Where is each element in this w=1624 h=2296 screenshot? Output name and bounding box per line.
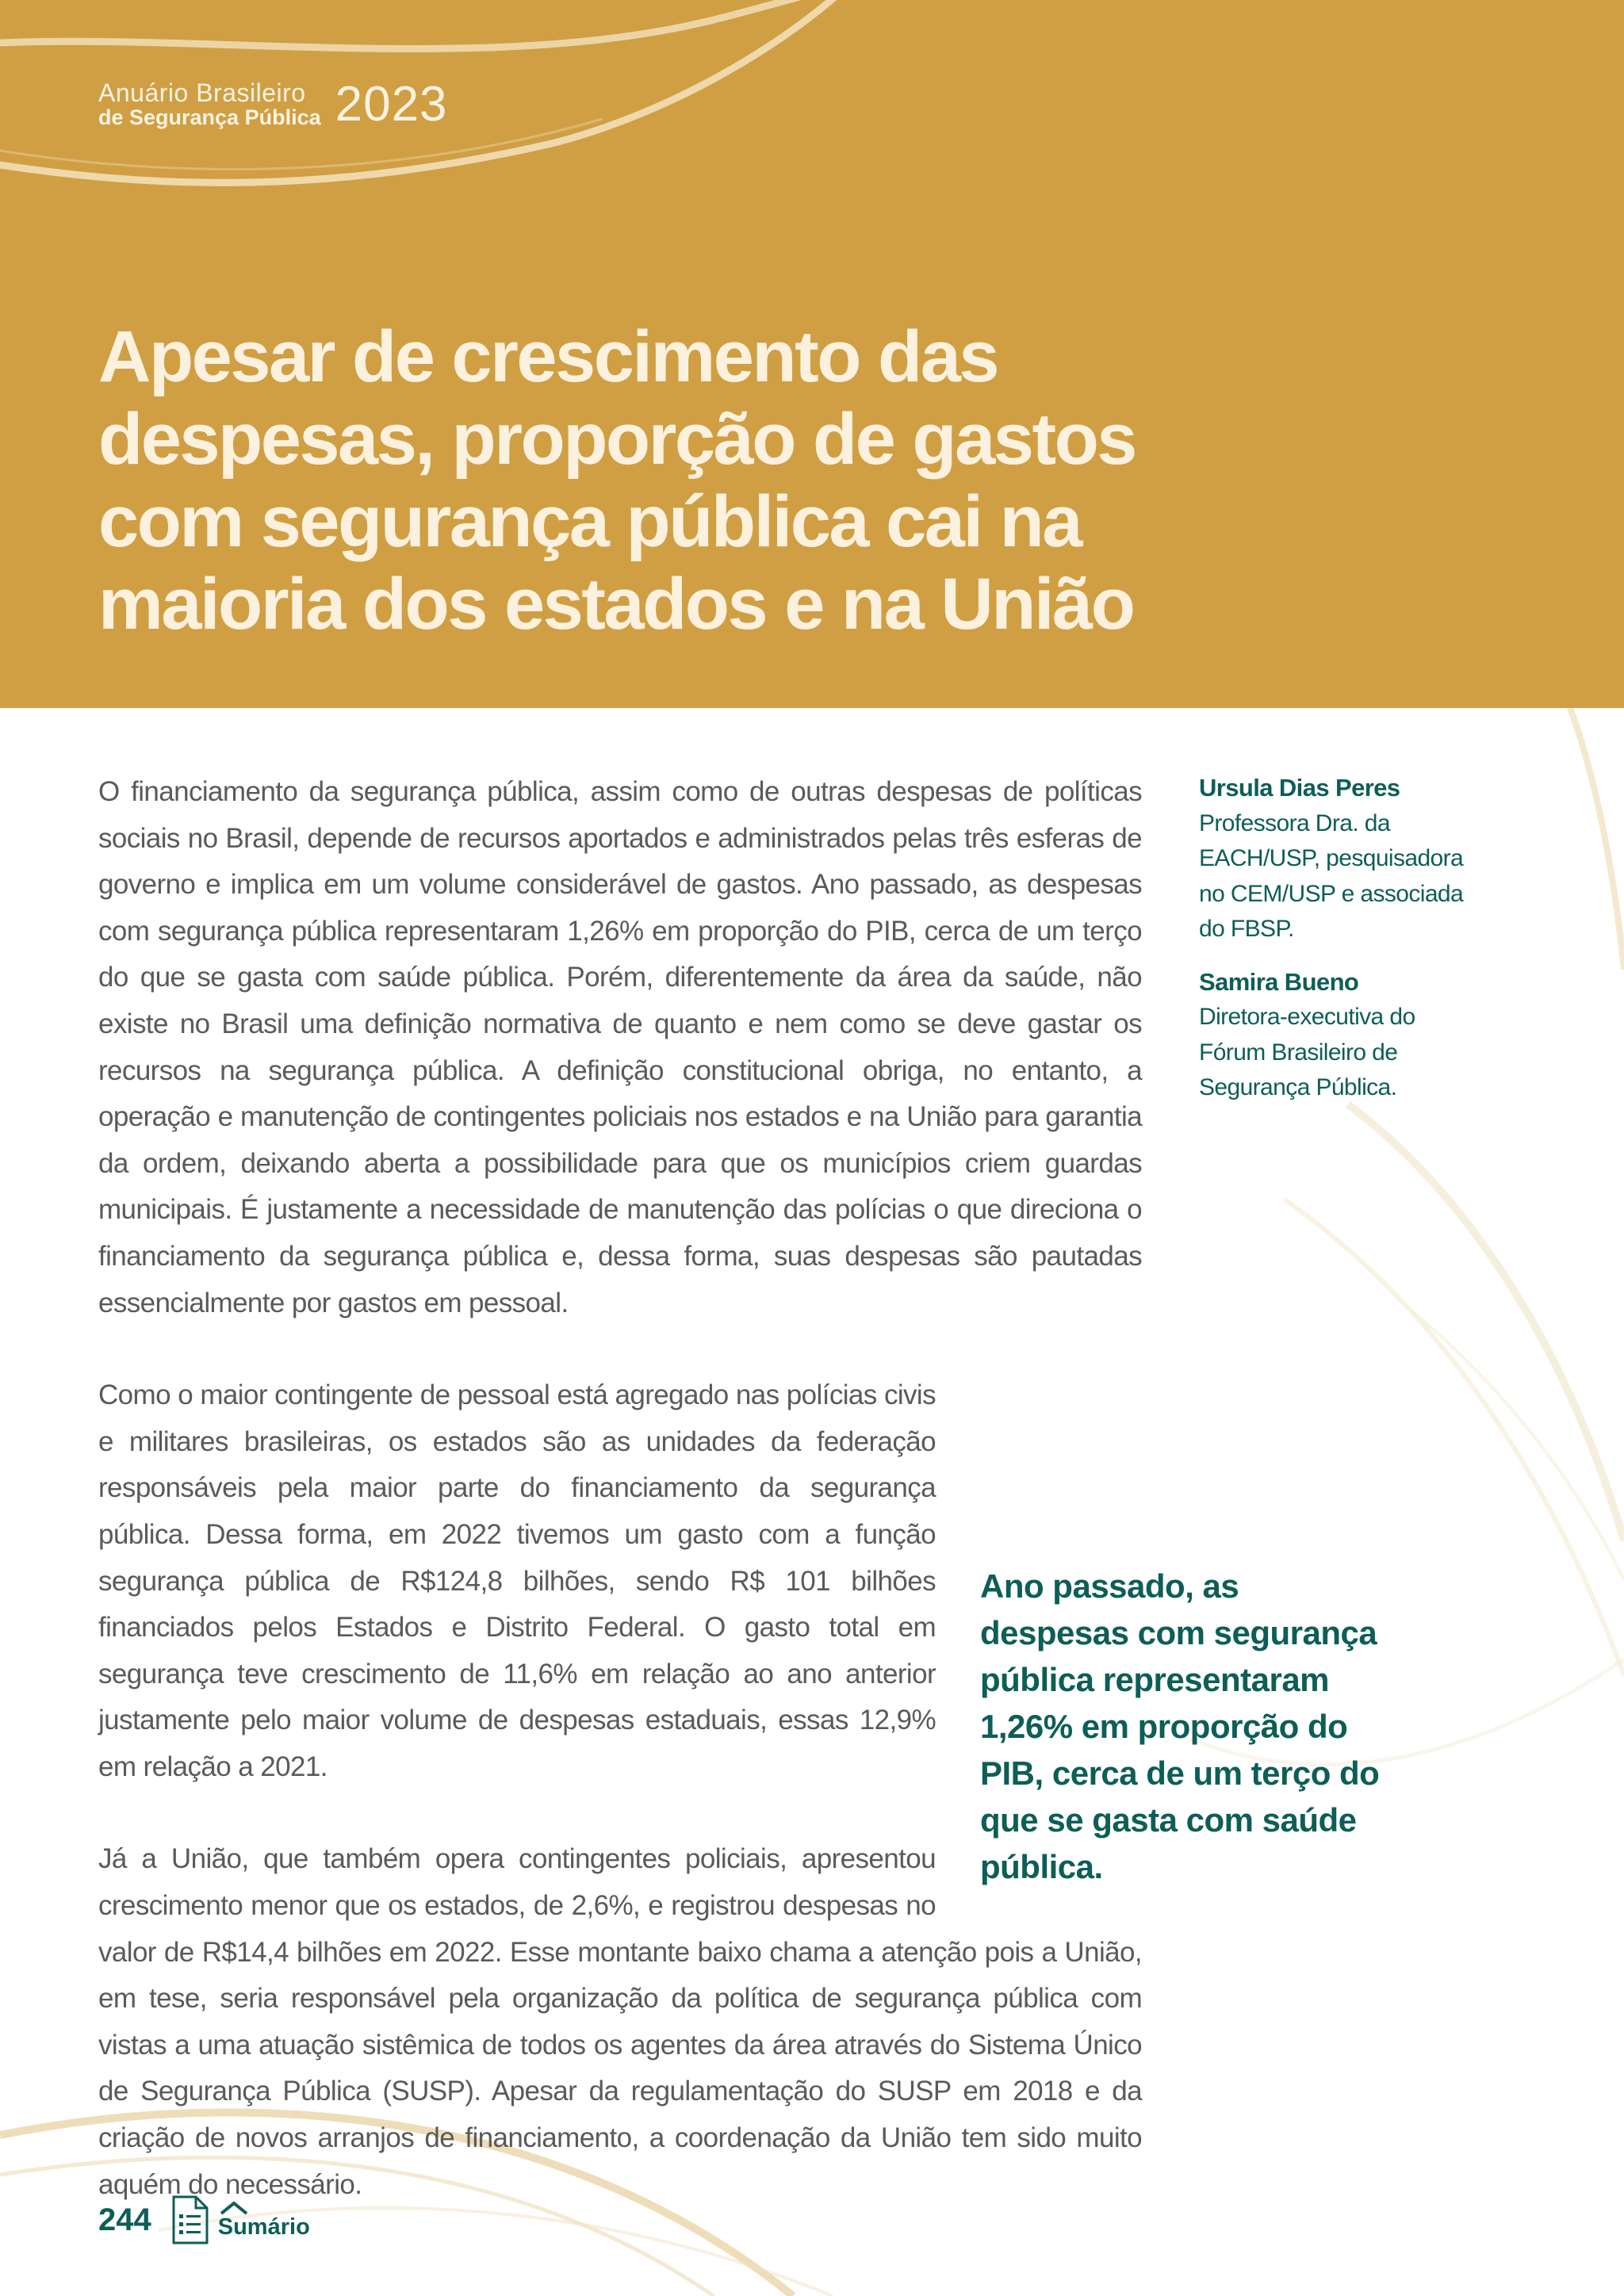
brand-year: 2023 — [335, 77, 448, 132]
article-title: Apesar de crescimento das despesas, proporção de gastos com segurança pública cai na maioria dos estados e na União — [98, 316, 1136, 645]
brand-line2: de Segurança Pública — [98, 105, 321, 129]
caret-up-icon — [218, 2200, 250, 2216]
summary-label: Sumário — [217, 2214, 310, 2240]
summary-link[interactable] — [218, 2200, 310, 2241]
author-bio: Professora Dra. da EACH/USP, pesquisadora no CEM/USP e associada do FBSP. — [1199, 809, 1464, 942]
body-paragraph: O financiamento da segurança pública, assim como de outras despesas de políticas sociais no Brasil, depende de recursos aportados e administrados pelas três esferas de governo e implica em um volume considerável de gastos. Ano passado, as despesas com segurança pública representaram 1,26% em proporção do PIB, cerca de um terço do que se gasta com saúde pública. Porém, diferentemente da área da saúde, não existe no Brasil uma definição normativa de quanto e nem como se deve gastar os recursos na segurança pública. A definição constitucional obriga, no entanto, a operação e manutenção de contingentes policiais nos estados e na União para garantia da ordem, deixando aberta a possibilidade para que os municípios criem guardas municipais. É justamente a necessidade de manutenção das polícias o que direciona o financiamento da segurança pública e, dessa forma, suas despesas são pautadas essencialmente por gastos em pessoal. — [98, 776, 1142, 1318]
author-name: Ursula Dias Peres — [1199, 774, 1400, 802]
brand-line1: Anuário Brasileiro — [98, 78, 306, 107]
body-paragraph: Já a União, que também opera contingentes policiais, apresentou crescimento menor que os estados, de 2,6%, e registrou despesas no valor de R$14,4 bilhões em 2022. Esse montante baixo chama a atenção pois a União, em tese, seria responsável pela organização da política de segurança pública com vistas a uma atuação sistêmica de todos os agentes da área através do Sistema Único de Segurança Pública (SUSP). Apesar da regulamentação do SUSP em 2018 e da criação de novos arranjos de financiamento, a coordenação da União tem sido muito aquém do necessário. — [98, 1843, 1142, 2200]
document-list-icon[interactable] — [170, 2195, 210, 2245]
author-name: Samira Bueno — [1199, 967, 1359, 996]
header-banner — [0, 0, 1624, 708]
authors-sidebar — [1199, 771, 1469, 1123]
page-footer — [98, 2195, 310, 2245]
pull-quote: Ano passado, as despesas com segurança pública representaram 1,26% em proporção do PIB, cerca de um terço do que se gasta com saúde pública. — [980, 1567, 1380, 1886]
body-paragraph: Como o maior contingente de pessoal está agregado nas polícias civis e militares brasileiras, os estados são as unidades da federação responsáveis pela maior parte do financiamento da segurança pública. Dessa forma, em 2022 tivemos um gasto com a função segurança pública de R$124,8 bilhões, sendo R$ 101 bilhões financiados pelos Estados e Distrito Federal. O gasto total em segurança teve crescimento de 11,6% em relação ao ano anterior justamente pelo maior volume de despesas estaduais, essas 12,9% em relação a 2021. — [98, 1380, 936, 1782]
author-samira — [1199, 965, 1469, 1106]
author-ursula — [1199, 771, 1469, 947]
author-bio: Diretora-executiva do Fórum Brasileiro de Segurança Pública. — [1199, 1004, 1415, 1100]
page-number: 244 — [98, 2202, 151, 2237]
publication-brand — [98, 76, 448, 132]
